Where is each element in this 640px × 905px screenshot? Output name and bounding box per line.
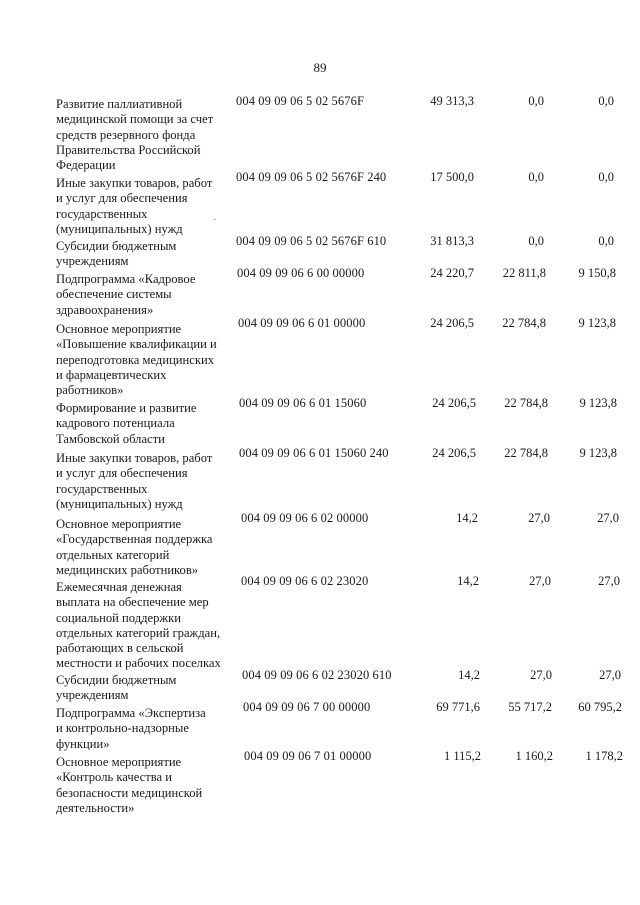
row-value-1: 24 206,5 [430,316,474,330]
row-name: Субсидии бюджетным учреждениям [56,239,177,269]
row-code: 004 09 09 06 6 01 00000 [238,316,366,330]
row-value-2: 0,0 [528,94,544,108]
row-code: 004 09 09 06 6 01 15060 240 [239,446,389,460]
row-value-2: 0,0 [528,234,544,248]
row-value-1: 31 813,3 [430,234,474,248]
row-value-3: 0,0 [598,234,614,248]
row-value-1: 24 220,7 [430,266,474,280]
row-name: Субсидии бюджетным учреждениям [56,673,177,703]
row-value-3: 27,0 [599,668,621,682]
row-name: Иные закупки товаров, работ и услуг для обеспечения государственных (муниципальных) нужд [56,451,213,511]
row-code: 004 09 09 06 6 01 15060 [239,396,367,410]
row-name: Основное мероприятие «Контроль качества и безопасности медицинской деятельности» [56,755,203,815]
row-value-3: 60 795,2 [578,700,622,714]
row-value-1: 24 206,5 [432,446,476,460]
row-name: Иные закупки товаров, работ и услуг для обеспечения государственных (муниципальных) нужд [56,176,213,236]
row-value-2: 0,0 [528,170,544,184]
row-value-1: 24 206,5 [432,396,476,410]
row-name: Подпрограмма «Кадровое обеспечение системы здравоохранения» [56,272,196,317]
page-number: 89 [313,60,327,75]
row-value-2: 22 784,8 [502,316,546,330]
row-value-1: 49 313,3 [430,94,474,108]
row-value-3: 0,0 [598,170,614,184]
row-code: 004 09 09 06 7 01 00000 [244,749,372,763]
row-value-2: 27,0 [528,511,550,525]
row-name: Формирование и развитие кадрового потенциала Тамбовской области [56,401,197,446]
row-value-2: 22 811,8 [502,266,546,280]
row-value-1: 14,2 [457,574,479,588]
row-code: 004 09 09 06 5 02 5676F [236,94,365,108]
row-value-3: 27,0 [597,511,619,525]
row-code: 004 09 09 06 5 02 5676F 610 [236,234,387,248]
row-name: Ежемесячная денежная выплата на обеспечение мер социальной поддержки отдельных категорий граждан, работающих в сельской местности и рабочих поселках [56,580,221,671]
row-value-3: 27,0 [598,574,620,588]
row-value-1: 14,2 [458,668,480,682]
row-name: Основное мероприятие «Государственная поддержка отдельных категорий медицинских работников» [56,517,213,577]
row-value-2: 55 717,2 [508,700,552,714]
row-name: Подпрограмма «Экспертиза и контрольно-надзорные функции» [56,706,206,751]
row-value-3: 9 123,8 [579,396,617,410]
row-value-1: 1 115,2 [443,749,481,763]
row-value-3: 9 150,8 [578,266,616,280]
row-value-2: 27,0 [529,574,551,588]
row-value-3: 9 123,8 [578,316,616,330]
row-value-3: 1 178,2 [585,749,623,763]
row-value-2: 1 160,2 [515,749,553,763]
row-value-2: 22 784,8 [504,396,548,410]
row-name: Развитие паллиативной медицинской помощи за счет средств резервного фонда Правительства Российской Федерации [56,97,214,173]
row-value-2: 27,0 [530,668,552,682]
row-value-1: 69 771,6 [436,700,480,714]
row-code: 004 09 09 06 6 02 00000 [241,511,369,525]
row-code: 004 09 09 06 6 02 23020 610 [242,668,392,682]
row-value-3: 9 123,8 [579,446,617,460]
row-code: 004 09 09 06 6 00 00000 [237,266,365,280]
row-value-1: 14,2 [456,511,478,525]
row-value-3: 0,0 [598,94,614,108]
row-name: Основное мероприятие «Повышение квалификации и переподготовка медицинских и фармацевтических работников» [56,322,217,398]
row-code: 004 09 09 06 7 00 00000 [243,700,371,714]
row-code: 004 09 09 06 6 02 23020 [241,574,369,588]
row-value-2: 22 784,8 [504,446,548,460]
stray-mark: . [214,213,216,222]
row-code: 004 09 09 06 5 02 5676F 240 [236,170,387,184]
row-value-1: 17 500,0 [430,170,474,184]
